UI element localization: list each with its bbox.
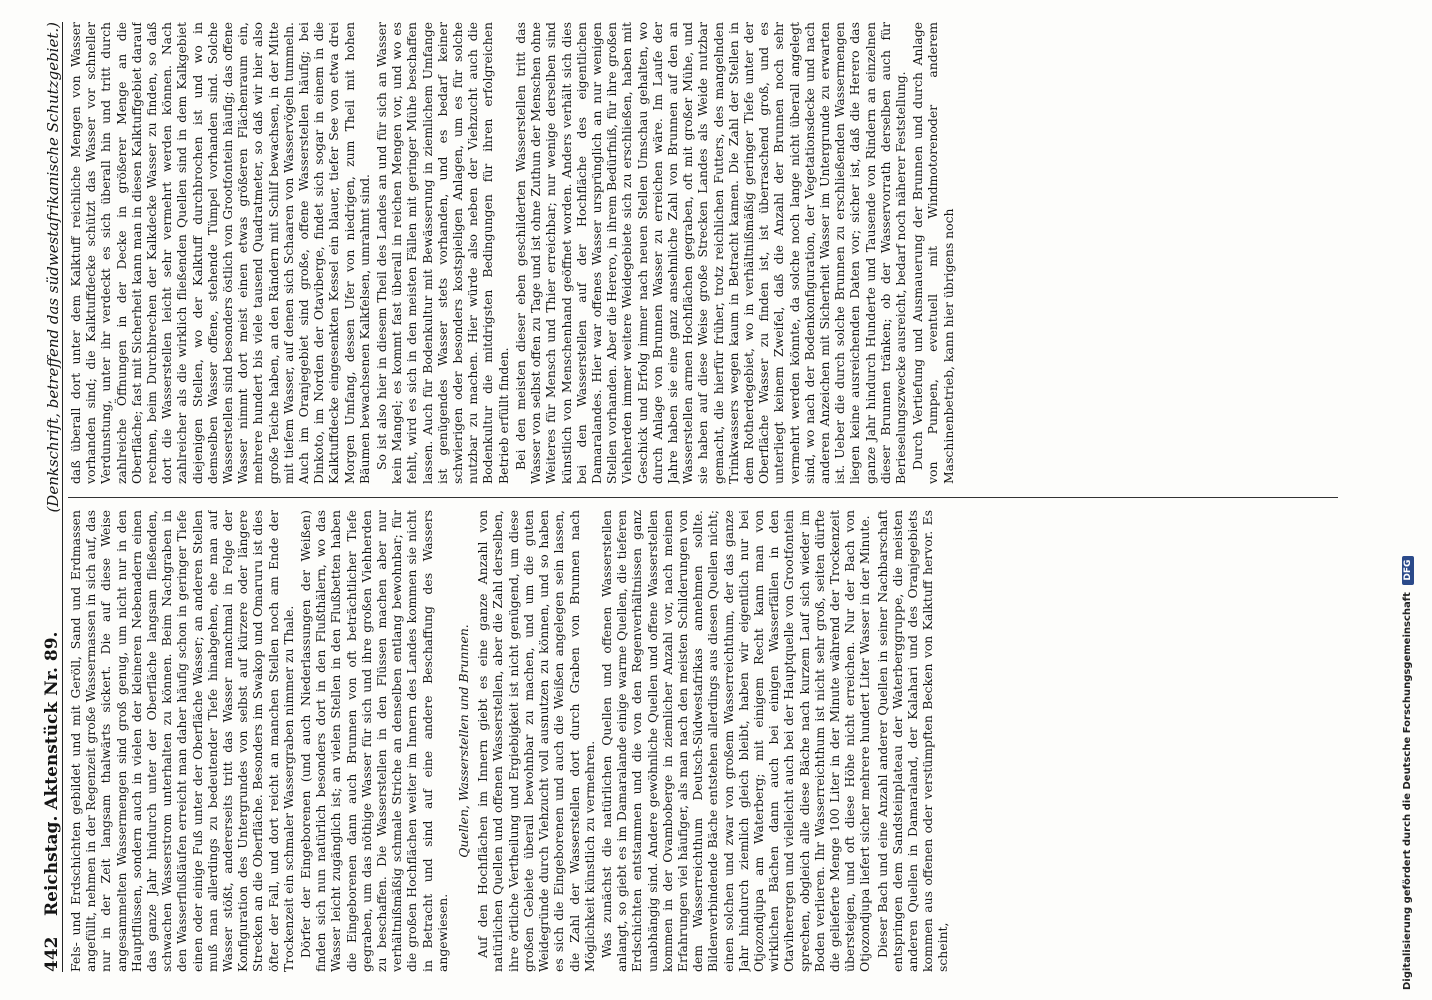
page-header (28, 22, 63, 972)
right-column (68, 22, 1338, 484)
page-number: 442 (42, 936, 62, 972)
paragraph: Auf den Hochflächen im Innern giebt es eine ganze Anzahl von natürlichen Quellen und offenen Wasserstellen, aber die Zahl derselben, ihre örtliche Vertheilung und Ergiebigkeit ist nicht genügend, um diese großen Gebiete überall bewohnbar zu machen, und um die guten Weidegründe durch Viehzucht voll ausnutzen zu können, und so haben es sich die Eingeborenen und auch die Weißen angelegen sein lassen, die Zahl der Wasserstellen dort durch Graben von Brunnen nach Möglichkeit künstlich zu vermehren. (475, 510, 597, 972)
header-right-title: (Denkschrift, betreffend das südwestafrikanische Schutzgebiet.) (44, 22, 62, 513)
paragraph: Was zunächst die natürlichen Quellen und offenen Wasserstellen anlangt, so giebt es im Damaralande einige warme Quellen, die tieferen Erdschichten entstammen und die von den Regenverhältnissen ganz unabhängig sind. Andere gewöhnliche Quellen und offene Wasserstellen kommen in der Ovamboberge in ziemlicher Anzahl vor, nach meinen Erfahrungen viel häufiger, als man nach den meisten Schilderungen von dem Wasserreichthum Deutsch-Südwestafrikas annehmen sollte. Bildenverbindende Bäche entstehen allerdings aus diesen Quellen nicht; einen solchen und zwar von großem Wasserreichthum, der das ganze Jahr hindurch ziemlich gleich bleibt, haben wir eigentlich nur bei Otjozondjupa am Waterberg; mit einigem Recht kann man von wirklichen Bächen dann auch bei einigen Wasserfällen in den Otaviherergen und vielleicht auch bei der Hauptquelle von Grootfontein sprechen, obgleich alle diese Bäche nach kurzem Lauf sich wieder im Boden verlieren. Ihr Wasserreichthum ist nicht sehr groß, seiten dürfte die gelieferte Menge 100 Liter in der Minute während der Trockenzeit übersteigen, und oft diese Höhe nicht erreichen. Nur der Bach von Otjozondjupa liefert sicher mehrere hundert Liter Wasser in der Minute. (598, 510, 873, 972)
section-subheading: Quellen, Wasserstellen und Brunnen. (456, 624, 472, 858)
paragraph: daß überall dort unter dem Kalktuff reichliche Mengen von Wasser vorhanden sind; die Kalktuffdecke schützt das Wasser vor schneller Verdunstung, unter ihr verdeckt es sich überall hin und tritt durch zahlreiche Öffnungen in der Decke in größerer Menge an die Oberfläche; fast mit Sicherheit kann man in diesen Kalktuffgebiet darauf rechnen, beim Durchbrechen der Kalkdecke Wasser zu finden, so daß dort die Wasserstellen leicht sehr vermehrt werden können. Nach zahlreicher als die wirklich fließenden Quellen sind in dem Kalkgebiet diejenigen Stellen, wo der Kalktuff durchbrochen ist und wo in demselben Wasser offene, stehende Tümpel vorhanden sind. Solche Wasserstellen sind besonders östlich von Grootfontein häufig; das offene Wasser nimmt dort meist einen etwas größeren Flächenraum ein, mehrere hundert bis viele tausend Quadratmeter, so daß wir hier also große Teiche haben, an den Rändern mit Schilf bewachsen, in der Mitte mit tiefem Wasser, auf denen sich Schaaren von Wasservögeln tummeln. Auch im Oranjegebiet sind große, offene Wasserstellen häufig; bei Dinkoto, im Norden der Otaviberge, findet sich sogar in einem in die Kalktuffdecke eingesenkten Kessel ein blauer, tiefer See von etwa drei Morgen Umfang, dessen Ufer von niedrigen, zum Theil mit hohen Bäumen bewachsenen Kalkfelsen, umrahmt sind. (68, 22, 372, 484)
left-column (68, 510, 1338, 972)
header-left-title: Reichstag. Aktenstück Nr. 89. (42, 631, 62, 916)
column-divider (68, 497, 1338, 498)
paragraph: Dieser Bach und eine Anzahl anderer Quellen in seiner Nachbarschaft entspringen dem Sandsteinplateau der Waterberggruppe, die meisten anderen Quellen in Damaraland, der Kalahari und des Oranjegebiets kommen aus offenen oder verstümpften Becken von Kalktuff hervor. Es scheint, (874, 510, 951, 972)
digitization-credit: Digitalisierung gefördert durch die Deutsche Forschungsgemeinschaft (1402, 592, 1413, 990)
text-columns (68, 22, 1338, 972)
dfg-logo: DFG (1402, 556, 1414, 585)
paragraph: Fels- und Erdschichten gebildet und mit Geröll, Sand und Erdmassen angefüllt, nehmen in der Regenzeit große Wassermassen in sich auf, das nur in der Zeit langsam thalwärts sickert. Die auf diese Weise angesammelten Wassermengen sind groß genug, um nicht nur in den Hauptflüssen, sondern auch in vielen der kleineren Nebenadern einen das ganze Jahr hindurch unter der Oberfläche langsam fließenden, schwachen Wasserstrom unterhalten zu können. Beim Nachgraben in den Wasserflußläufen erreicht man daher häufig schon in geringer Tiefe einen oder einige Fuß unter der Oberfläche Wasser; an anderen Stellen muß man allerdings zu bedeutender Tiefe hinabgehen, ehe man auf Wasser stößt, andererseits tritt das Wasser manchmal in Folge der Konfiguration des Untergrundes von selbst auf kürzere oder längere Strecken an die Oberfläche. Besonders im Swakop und Omaruru ist dies öfter der Fall, und dort reicht an manchen Stellen noch am Ende der Trockenzeit ein schmaler Wassergraben nimmer zu Thale. (68, 510, 296, 972)
paragraph: Dörfer der Eingeborenen (und auch Niederlassungen der Weißen) finden sich nun natürlich besonders dort in den Flußthälern, wo das Wasser leicht zugänglich ist; an vielen Stellen in den Flußbetten haben die Eingeborenen dann auch Brunnen von oft beträchtlicher Tiefe gegraben, um das nöthige Wasser für sich und ihre großen Viehherden zu beschaffen. Die Wasserstellen in den Flüssen machen aber nur verhältnißmäßig schmale Striche an denselben entlang bewohnbar; für die großen Hochflächen weiter im Innern des Landes kommen sie nicht in Betracht und sind auf eine andere Beschaffung des Wassers angewiesen. (298, 510, 450, 972)
digitization-note (1402, 0, 1426, 1000)
paragraph: Bei den meisten dieser eben geschilderten Wasserstellen tritt das Wasser von selbst offen zu Tage und ist ohne Zuthun der Menschen ohne Weiteres für Mensch und Thier erreichbar; nur wenige derselben sind künstlich von Menschenhand geöffnet worden. Anders verhält sich dies bei den Wasserstellen auf der Hochfläche des eigentlichen Damaralandes. Hier war offenes Wasser ursprünglich an nur wenigen Stellen vorhanden. Aber die Herero, in ihrem Bedürfniß, für ihre großen Viehherden immer weitere Weidegebiete sich zu erschließen, haben mit Geschick und Erfolg immer nach neuen Stellen Umschau gehalten, wo durch Anlage von Brunnen Wasser zu erreichen wäre. Im Laufe der Jahre haben sie eine ganz ansehnliche Zahl von Brunnen auf den an Wasserstellen armen Hochflächen gegraben, oft mit großer Mühe, und sie haben auf diese Weise große Strecken Landes als Weide nutzbar gemacht, die hierfür früher, trotz reichlichen Futters, des mangelnden Trinkwassers wegen kaum in Betracht kamen. Die Zahl der Stellen in dem Rotherdegebiet, wo in verhältnißmäßig geringer Tiefe unter der Oberfläche Wasser zu finden ist, ist überraschend groß, und es unterliegt keinem Zweifel, daß die Anzahl der Brunnen noch sehr vermehrt werden könnte, da solche noch lange nicht überall angelegt sind, wo nach der Bodenkonfiguration, der Vegetationsdecke und nach anderen Anzeichen mit Sicherheit Wasser im Untergrunde zu erwarten ist. Ueber die durch solche Brunnen zu erschließenden Wassermengen liegen keine ausreichenden Daten vor; sicher ist, daß die Herero das ganze Jahr hindurch Hunderte und Tausende von Rindern an einzelnen dieser Brunnen tränken; ob der Wasservorrath derselben auch für Berieselungszwecke ausreicht, bedarf noch näherer Feststellung. (512, 22, 908, 484)
paragraph: So ist also hier in diesem Theil des Landes an und für sich an Wasser kein Mangel; es kommt fast überall in reichen Mengen vor, und wo es fehlt, wird es sich in den meisten Fällen mit geringer Mühe beschaffen lassen. Auch für Bodenkultur mit Bewässerung in ziemlichem Umfange ist genügendes Wasser stets vorhanden, und es bedarf keiner schwierigen oder besonders kostspieligen Anlagen, um es für solche nutzbar zu machen. Hier würde also neben der Viehzucht auch die Bodenkultur die mitdrigsten Bedingungen für ihren erfolgreichen Betrieb erfüllt finden. (374, 22, 511, 484)
rotated-page-content (28, 22, 1348, 972)
paragraph: Durch Vertiefung und Ausmauerung der Brunnen und durch Anlage von Pumpen, eventuell mit Windmotorenoder anderem Maschinenbetrieb, kann hier übrigens noch (910, 22, 956, 484)
